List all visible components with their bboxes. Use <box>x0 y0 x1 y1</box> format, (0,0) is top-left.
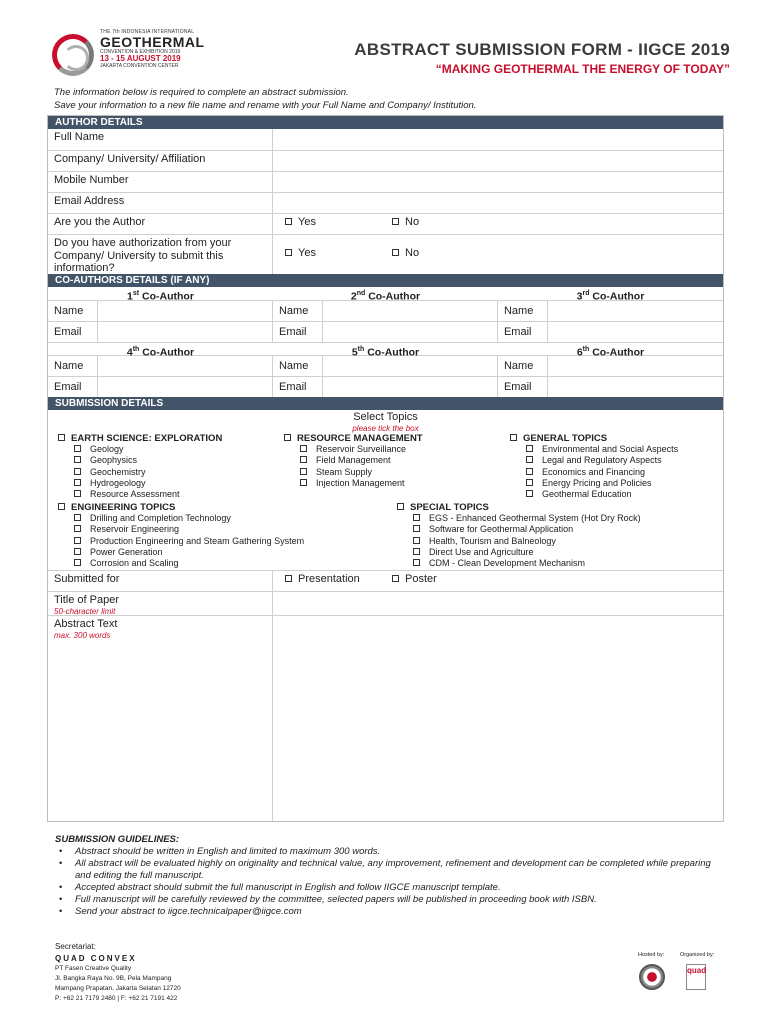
iigce-logo <box>50 28 205 80</box>
email-label: Email <box>498 377 548 397</box>
checkbox-icon[interactable] <box>284 434 291 441</box>
earth-science-heading[interactable] <box>58 433 222 444</box>
checkbox-icon[interactable] <box>510 434 517 441</box>
topic-item[interactable] <box>397 547 641 558</box>
checkbox-icon[interactable] <box>58 434 65 441</box>
authorization-yes-option[interactable] <box>273 235 386 274</box>
coauthor-4-name <box>48 356 273 376</box>
checkbox-icon[interactable] <box>74 548 81 555</box>
coauthor-1-email <box>48 322 273 342</box>
topic-item[interactable] <box>397 558 641 569</box>
coauthor-1-email-field[interactable] <box>98 322 272 342</box>
checkbox-icon[interactable] <box>413 559 420 566</box>
abstract-text-label <box>48 616 273 821</box>
special-topics-title: SPECIAL TOPICS <box>410 502 489 513</box>
email-label: Email Address <box>48 193 273 213</box>
topic-label: Legal and Regulatory Aspects <box>542 455 662 466</box>
coauthor-5-heading <box>273 343 498 359</box>
checkbox-icon[interactable] <box>526 468 533 475</box>
topic-label: Energy Pricing and Policies <box>542 477 652 488</box>
topic-item[interactable] <box>284 478 423 489</box>
resource-management-title: RESOURCE MANAGEMENT <box>297 433 423 444</box>
coauthor-2-name <box>273 301 498 321</box>
email-label: Email <box>48 322 98 342</box>
checkbox-icon[interactable] <box>74 490 81 497</box>
topic-label: Environmental and Social Aspects <box>542 444 679 454</box>
secretariat-line-2: Jl. Bangka Raya No. 9B, Pela Mampang <box>55 975 172 982</box>
coauthor-email-row-2 <box>48 376 723 397</box>
topic-label: Drilling and Completion Technology <box>90 513 231 523</box>
checkbox-icon[interactable] <box>392 575 399 582</box>
host-emblem-icon <box>639 964 665 990</box>
coauthor-1-suffix: st <box>132 290 140 297</box>
author-details-header: AUTHOR DETAILS <box>48 116 723 129</box>
coauthor-1-label: Co-Author <box>142 290 194 303</box>
email-label: Email <box>498 322 548 342</box>
select-topics-title: Select Topics <box>353 411 418 423</box>
topic-label: Software for Geothermal Application <box>429 524 574 535</box>
coauthor-name-row-2 <box>48 355 723 376</box>
checkbox-icon[interactable] <box>285 575 292 582</box>
logo-line-5: JAKARTA CONVENTION CENTER <box>100 62 179 69</box>
are-author-no-option[interactable] <box>386 214 723 234</box>
coauthor-6-name <box>498 356 723 376</box>
checkbox-icon[interactable] <box>300 445 307 452</box>
title-of-paper-row <box>48 591 723 615</box>
checkbox-icon[interactable] <box>74 525 81 532</box>
earth-science-group <box>58 433 222 500</box>
full-name-row <box>48 129 723 150</box>
topic-label: Health, Tourism and Balneology <box>429 535 556 546</box>
coauthor-4-email <box>48 377 273 397</box>
coauthor-5-label: Co-Author <box>367 346 420 359</box>
authorization-label: Do you have authorization from your Company/ University to submit this information? <box>48 235 273 274</box>
guidelines-heading: SUBMISSION GUIDELINES: <box>55 834 180 845</box>
topic-item[interactable] <box>58 558 304 569</box>
form-subtitle: “MAKING GEOTHERMAL THE ENERGY OF TODAY” <box>435 62 730 76</box>
topic-item[interactable] <box>58 478 222 489</box>
name-label: Name <box>498 356 548 376</box>
coauthor-3-heading <box>498 287 723 303</box>
resource-management-heading[interactable] <box>284 433 423 444</box>
checkbox-icon[interactable] <box>74 514 81 521</box>
poster-label: Poster <box>405 573 437 585</box>
checkbox-icon[interactable] <box>58 503 65 510</box>
secretariat-company: QUAD CONVEX <box>55 954 137 963</box>
earth-science-title: EARTH SCIENCE: EXPLORATION <box>71 433 223 444</box>
topic-label: Geophysics <box>90 455 138 466</box>
coauthor-1-number: 1 <box>127 290 133 303</box>
checkbox-icon[interactable] <box>397 503 404 510</box>
form-title: ABSTRACT SUBMISSION FORM - IIGCE 2019 <box>354 40 730 59</box>
checkbox-icon[interactable] <box>285 218 292 225</box>
company-label: Company/ University/ Affiliation <box>48 151 273 171</box>
topic-item[interactable] <box>58 455 222 466</box>
topics-section <box>48 410 723 570</box>
resource-management-group <box>284 433 423 489</box>
topic-label: Geochemistry <box>90 466 146 477</box>
checkbox-icon[interactable] <box>526 456 533 463</box>
presentation-option[interactable] <box>273 571 386 591</box>
geothermal-ring-icon <box>52 34 94 76</box>
coauthor-4-name-field[interactable] <box>98 356 272 376</box>
logo-line-1: THE 7th INDONESIA INTERNATIONAL <box>100 29 195 35</box>
checkbox-icon[interactable] <box>74 445 81 452</box>
coauthor-3-name-field[interactable] <box>548 301 723 321</box>
coauthor-headings-1-3 <box>48 287 723 303</box>
email-label: Email <box>273 377 323 397</box>
name-label: Name <box>48 301 98 321</box>
topic-label: Hydrogeology <box>90 477 146 488</box>
checkbox-icon[interactable] <box>285 249 292 256</box>
topic-item[interactable] <box>510 444 678 455</box>
topic-item[interactable] <box>58 536 304 547</box>
organizer-logo-icon <box>686 964 706 990</box>
engineering-topics-group <box>58 502 304 569</box>
engineering-topics-title: ENGINEERING TOPICS <box>71 502 176 513</box>
coauthor-5-name-field[interactable] <box>323 356 497 376</box>
full-name-field[interactable] <box>273 129 723 150</box>
title-of-paper-field[interactable] <box>273 592 723 615</box>
are-author-yes-option[interactable] <box>273 214 386 234</box>
submission-details-header: SUBMISSION DETAILS <box>48 397 723 410</box>
abstract-text-row <box>48 615 723 821</box>
full-name-label: Full Name <box>48 129 273 150</box>
checkbox-icon[interactable] <box>74 468 81 475</box>
presentation-label: Presentation <box>298 573 360 585</box>
email-label: Email <box>48 377 98 397</box>
coauthor-4-heading <box>48 343 273 359</box>
checkbox-icon[interactable] <box>413 525 420 532</box>
coauthor-2-heading <box>273 287 498 303</box>
coauthor-6-name-field[interactable] <box>548 356 723 376</box>
special-topics-heading[interactable] <box>397 502 641 513</box>
coauthor-6-suffix: th <box>582 346 590 353</box>
coauthor-1-name <box>48 301 273 321</box>
coauthor-2-email-field[interactable] <box>323 322 497 342</box>
name-label: Name <box>273 301 323 321</box>
submission-form <box>47 115 724 822</box>
coauthor-4-suffix: th <box>132 346 140 353</box>
topic-item[interactable] <box>58 524 304 535</box>
guideline-item: • Full manuscript will be carefully reviewed by the committee, selected papers will be published in proceeding book with ISBN. <box>55 894 725 906</box>
coauthor-name-row-1 <box>48 300 723 321</box>
yes-label: Yes <box>298 247 316 259</box>
organized-by-label: Organized by: <box>680 952 715 958</box>
coauthor-3-email-field[interactable] <box>548 322 723 342</box>
topic-label: EGS - Enhanced Geothermal System (Hot Dry Rock) <box>429 513 641 523</box>
checkbox-icon[interactable] <box>74 456 81 463</box>
coauthor-2-number: 2 <box>350 290 357 303</box>
are-author-label: Are you the Author <box>48 214 273 234</box>
title-of-paper-text: Title of Paper <box>54 594 120 606</box>
topic-label: Power Generation <box>90 546 163 557</box>
company-row <box>48 150 723 171</box>
topic-item[interactable] <box>284 444 423 455</box>
coauthor-6-heading <box>498 343 723 359</box>
checkbox-icon[interactable] <box>526 490 533 497</box>
coauthor-5-name <box>273 356 498 376</box>
topic-label: Direct Use and Agriculture <box>429 546 534 557</box>
checkbox-icon[interactable] <box>300 456 307 463</box>
topic-item[interactable] <box>58 444 222 455</box>
topic-item[interactable] <box>58 547 304 558</box>
guideline-item: • All abstract will be evaluated highly on originality and technical value, any improvement, refinement and development can be completed while preparing and editing the full manuscript. <box>55 858 725 882</box>
checkbox-icon[interactable] <box>74 537 81 544</box>
coauthor-6-label: Co-Author <box>592 346 645 359</box>
submission-guidelines <box>55 834 725 918</box>
name-label: Name <box>273 356 323 376</box>
logo-line-4: 13 - 15 AUGUST 2019 <box>100 54 181 64</box>
coauthor-1-heading <box>48 287 273 303</box>
secretariat-label: Secretariat: <box>55 942 96 951</box>
topic-item[interactable] <box>284 455 423 466</box>
abstract-text-field[interactable] <box>273 616 723 821</box>
topic-label: Field Management <box>316 455 391 466</box>
coauthor-6-email-field[interactable] <box>548 377 723 397</box>
secretariat-info <box>55 942 181 1004</box>
topic-item[interactable] <box>58 513 304 524</box>
select-topics-hint: please tick the box <box>352 424 419 433</box>
general-topics-group <box>510 433 678 500</box>
checkbox-icon[interactable] <box>392 249 399 256</box>
are-author-row <box>48 213 723 234</box>
authorization-row <box>48 234 723 274</box>
topic-label: Reservoir Engineering <box>90 524 180 535</box>
topic-label: Production Engineering and Steam Gathering System <box>90 535 305 546</box>
topic-label: Corrosion and Scaling <box>90 558 179 569</box>
topic-item[interactable] <box>397 524 641 535</box>
intro-line-2: Save your information to a new file name and rename with your Full Name and Company/ Institution. <box>54 100 477 111</box>
email-field[interactable] <box>273 193 723 213</box>
topic-label: Reservoir Surveillance <box>316 444 407 454</box>
guideline-item: • Accepted abstract should submit the full manuscript in English and follow IIGCE manuscript template. <box>55 882 725 894</box>
checkbox-icon[interactable] <box>526 479 533 486</box>
general-topics-heading[interactable] <box>510 433 678 444</box>
checkbox-icon[interactable] <box>74 479 81 486</box>
logo-line-3: CONVENTION & EXHIBITION 2019 <box>100 48 181 55</box>
topic-item[interactable] <box>510 489 678 500</box>
checkbox-icon[interactable] <box>413 514 420 521</box>
topic-item[interactable] <box>58 489 222 500</box>
mobile-label: Mobile Number <box>48 172 273 192</box>
mobile-row <box>48 171 723 192</box>
coauthor-5-number: 5 <box>351 346 358 359</box>
email-row <box>48 192 723 213</box>
coauthor-5-email-field[interactable] <box>323 377 497 397</box>
coauthor-4-email-field[interactable] <box>98 377 272 397</box>
authorization-no-option[interactable] <box>386 235 723 274</box>
host-organizer-logos <box>636 952 726 1002</box>
coauthor-5-suffix: th <box>357 346 365 353</box>
coauthor-email-row-1 <box>48 321 723 342</box>
guideline-item: • Abstract should be written in English and limited to maximum 300 words. <box>55 846 725 858</box>
coauthor-1-name-field[interactable] <box>98 301 272 321</box>
topic-item[interactable] <box>510 478 678 489</box>
topic-label: Geothermal Education <box>542 489 632 500</box>
coauthor-6-email <box>498 377 723 397</box>
secretariat-line-3: Mampang Prapatan, Jakarta Selatan 12720 <box>55 985 181 992</box>
no-label: No <box>405 247 420 259</box>
submitted-for-label: Submitted for <box>48 571 273 591</box>
topic-item[interactable] <box>397 513 641 524</box>
checkbox-icon[interactable] <box>300 468 307 475</box>
coauthor-2-label: Co-Author <box>368 290 421 303</box>
coauthor-3-email <box>498 322 723 342</box>
coauthor-headings-4-6 <box>48 342 723 359</box>
topic-item[interactable] <box>58 467 222 478</box>
abstract-text-title: Abstract Text <box>54 618 118 630</box>
poster-option[interactable] <box>386 571 723 591</box>
checkbox-icon[interactable] <box>526 445 533 452</box>
coauthor-2-name-field[interactable] <box>323 301 497 321</box>
yes-label: Yes <box>298 216 316 228</box>
coauthor-3-label: Co-Author <box>592 290 645 303</box>
coauthor-2-suffix: nd <box>356 290 366 297</box>
coauthor-5-email <box>273 377 498 397</box>
coauthor-3-suffix: rd <box>582 290 590 297</box>
coauthor-2-email <box>273 322 498 342</box>
logo-line-2: GEOTHERMAL <box>100 34 205 51</box>
coauthor-3-number: 3 <box>576 290 583 303</box>
topic-label: Steam Supply <box>316 466 373 477</box>
page-header <box>50 28 730 88</box>
coauthor-6-number: 6 <box>576 346 583 359</box>
guideline-item: • Send your abstract to iigce.technicalpaper@iigce.com <box>55 906 725 918</box>
name-label: Name <box>498 301 548 321</box>
guidelines-list <box>55 846 725 918</box>
special-topics-group <box>397 502 641 569</box>
hosted-by-label: Hosted by: <box>638 952 665 958</box>
abstract-text-hint: max. 300 words <box>54 631 111 640</box>
topic-label: Resource Assessment <box>90 489 180 500</box>
email-label: Email <box>273 322 323 342</box>
topic-item[interactable] <box>510 467 678 478</box>
organizer-logo-text: quad <box>687 966 707 975</box>
coauthor-3-name <box>498 301 723 321</box>
intro-text <box>54 86 476 112</box>
intro-line-1: The information below is required to complete an abstract submission. <box>54 87 349 98</box>
topic-label: Injection Management <box>316 477 405 488</box>
checkbox-icon[interactable] <box>413 537 420 544</box>
engineering-topics-heading[interactable] <box>58 502 304 513</box>
checkbox-icon[interactable] <box>392 218 399 225</box>
topic-label: Geology <box>90 444 124 454</box>
coauthor-4-label: Co-Author <box>142 346 195 359</box>
topic-label: CDM - Clean Development Mechanism <box>429 558 586 569</box>
no-label: No <box>405 216 420 228</box>
secretariat-line-1: PT Fasen Creative Quality <box>55 965 132 972</box>
coauthors-header: CO-AUTHORS DETAILS (IF ANY) <box>48 274 723 287</box>
submitted-for-row <box>48 570 723 591</box>
checkbox-icon[interactable] <box>413 548 420 555</box>
checkbox-icon[interactable] <box>300 479 307 486</box>
checkbox-icon[interactable] <box>74 559 81 566</box>
coauthor-4-number: 4 <box>126 346 133 359</box>
topic-item[interactable] <box>284 467 423 478</box>
topic-item[interactable] <box>397 536 641 547</box>
mobile-field[interactable] <box>273 172 723 192</box>
general-topics-title: GENERAL TOPICS <box>523 433 608 444</box>
company-field[interactable] <box>273 151 723 171</box>
logo-text <box>100 30 205 69</box>
secretariat-line-4: P: +62 21 7179 2480 | F: +62 21 7191 422 <box>55 995 178 1002</box>
topic-item[interactable] <box>510 455 678 466</box>
name-label: Name <box>48 356 98 376</box>
title-of-paper-label <box>48 592 273 615</box>
title-of-paper-hint: 50-character limit <box>54 607 116 616</box>
topic-label: Economics and Financing <box>542 466 646 477</box>
